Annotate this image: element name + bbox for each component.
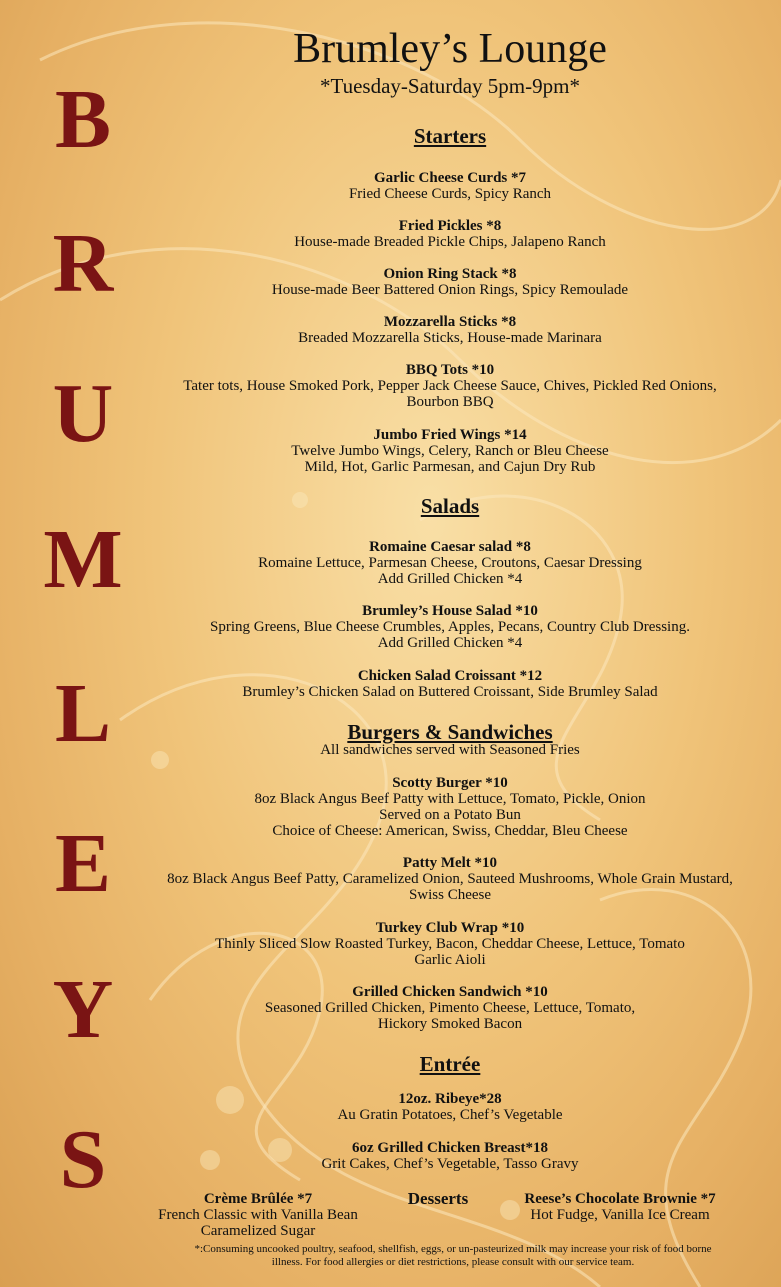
brand-letter: Y [52, 963, 114, 1056]
menu-item [150, 314, 750, 346]
menu-item-name: Crème Brûlée *7 [203, 1191, 313, 1207]
menu-item-name: BBQ Tots *10 [405, 362, 495, 378]
menu-item-name: Mozzarella Sticks *8 [383, 314, 517, 330]
brand-letter: L [54, 667, 112, 760]
menu-item [150, 539, 750, 587]
menu-item-name: Turkey Club Wrap *10 [375, 920, 525, 936]
menu-item [150, 984, 750, 1032]
menu-item-name: Onion Ring Stack *8 [383, 266, 517, 282]
menu-item-name: Scotty Burger *10 [392, 775, 508, 791]
menu-item-desc: Fried Cheese Curds, Spicy Ranch [348, 186, 552, 202]
hours-text: *Tuesday-Saturday 5pm-9pm* [320, 74, 580, 98]
footnote-line: *:Consuming uncooked poultry, seafood, shellfish, eggs, or un-pasteurized milk may increase your risk of food borne [194, 1243, 712, 1255]
brand-letter: E [54, 817, 112, 910]
menu-item [150, 427, 750, 475]
menu-item-name: Patty Melt *10 [402, 855, 498, 871]
menu-item-desc: Grit Cakes, Chef’s Vegetable, Tasso Gravy [321, 1156, 579, 1172]
menu-item-desc: Bourbon BBQ [406, 394, 494, 410]
menu-item [150, 362, 750, 410]
section-heading-desserts: Desserts [407, 1189, 469, 1208]
menu-item [150, 170, 750, 202]
menu-item-desc: Thinly Sliced Slow Roasted Turkey, Bacon, Cheddar Cheese, Lettuce, Tomato [215, 936, 685, 952]
menu-item-desc: Served on a Potato Bun [379, 807, 521, 823]
menu-item [150, 218, 750, 250]
menu-item-desc: 8oz Black Angus Beef Patty with Lettuce, Tomato, Pickle, Onion [254, 791, 646, 807]
brand-letter: U [52, 367, 114, 460]
menu-item [150, 775, 750, 839]
menu-item [150, 855, 750, 903]
dessert-item-right [500, 1191, 740, 1223]
menu-item-desc: Spring Greens, Blue Cheese Crumbles, Apples, Pecans, Country Club Dressing. [210, 619, 690, 635]
menu-item-name: Garlic Cheese Curds *7 [373, 170, 527, 186]
menu-item-name: Reese’s Chocolate Brownie *7 [524, 1191, 716, 1207]
brand-letter: B [54, 73, 112, 166]
allergy-footnote [148, 1243, 758, 1269]
section-heading-entree: Entrée [419, 1052, 481, 1076]
menu-item-desc: Brumley’s Chicken Salad on Buttered Croissant, Side Brumley Salad [242, 684, 658, 700]
menu-item-desc: Hickory Smoked Bacon [377, 1016, 523, 1032]
menu-item-name: Grilled Chicken Sandwich *10 [352, 984, 548, 1000]
section-heading-burgers: Burgers & Sandwiches [347, 720, 553, 744]
menu-item-desc: Add Grilled Chicken *4 [377, 635, 523, 651]
brand-letter: R [52, 217, 114, 310]
dessert-item-left [140, 1191, 376, 1239]
menu-item-desc: 8oz Black Angus Beef Patty, Caramelized Onion, Sauteed Mushrooms, Whole Grain Mustard, [167, 871, 733, 887]
menu-item-name: 12oz. Ribeye*28 [398, 1091, 502, 1107]
menu-item [150, 1091, 750, 1123]
menu-item-desc: Swiss Cheese [408, 887, 492, 903]
brand-letter: S [59, 1113, 107, 1206]
brand-letter: M [43, 513, 123, 606]
menu-item-desc: Hot Fudge, Vanilla Ice Cream [530, 1207, 710, 1223]
footnote-line: illness. For food allergies or diet restrictions, please consult with our service team. [271, 1256, 635, 1268]
menu-item-name: Jumbo Fried Wings *14 [373, 427, 527, 443]
menu-item [150, 920, 750, 968]
menu-item-desc: Add Grilled Chicken *4 [377, 571, 523, 587]
menu-item [150, 1140, 750, 1172]
menu-item-desc: French Classic with Vanilla Bean [158, 1207, 358, 1223]
menu-item-desc: House-made Beer Battered Onion Rings, Spicy Remoulade [271, 282, 629, 298]
menu-item-desc: Caramelized Sugar [200, 1223, 316, 1239]
section-note: All sandwiches served with Seasoned Fries [320, 742, 580, 758]
menu-item-name: Romaine Caesar salad *8 [369, 539, 531, 555]
section-heading-salads: Salads [420, 494, 480, 518]
menu-item-desc: Breaded Mozzarella Sticks, House-made Marinara [298, 330, 602, 346]
menu-item-name: Brumley’s House Salad *10 [362, 603, 538, 619]
menu-item-name: 6oz Grilled Chicken Breast*18 [352, 1140, 548, 1156]
menu-item-desc: Choice of Cheese: American, Swiss, Cheddar, Bleu Cheese [272, 823, 628, 839]
menu-item [150, 603, 750, 651]
menu-item-desc: Garlic Aioli [414, 952, 486, 968]
menu-item-name: Chicken Salad Croissant *12 [357, 668, 543, 684]
menu-item-desc: Seasoned Grilled Chicken, Pimento Cheese, Lettuce, Tomato, [264, 1000, 636, 1016]
page-title: Brumley’s Lounge [293, 26, 607, 72]
menu-item-name: Fried Pickles *8 [398, 218, 502, 234]
menu-item [150, 668, 750, 700]
menu-item-desc: Twelve Jumbo Wings, Celery, Ranch or Bleu Cheese [291, 443, 609, 459]
menu-item-desc: House-made Breaded Pickle Chips, Jalapeno Ranch [294, 234, 606, 250]
menu-item-desc: Tater tots, House Smoked Pork, Pepper Jack Cheese Sauce, Chives, Pickled Red Onions, [183, 378, 717, 394]
menu-item-desc: Romaine Lettuce, Parmesan Cheese, Croutons, Caesar Dressing [258, 555, 642, 571]
menu-item-desc: Mild, Hot, Garlic Parmesan, and Cajun Dry Rub [304, 459, 596, 475]
menu-item-desc: Au Gratin Potatoes, Chef’s Vegetable [337, 1107, 563, 1123]
section-heading-starters: Starters [413, 124, 487, 148]
menu-item [150, 266, 750, 298]
